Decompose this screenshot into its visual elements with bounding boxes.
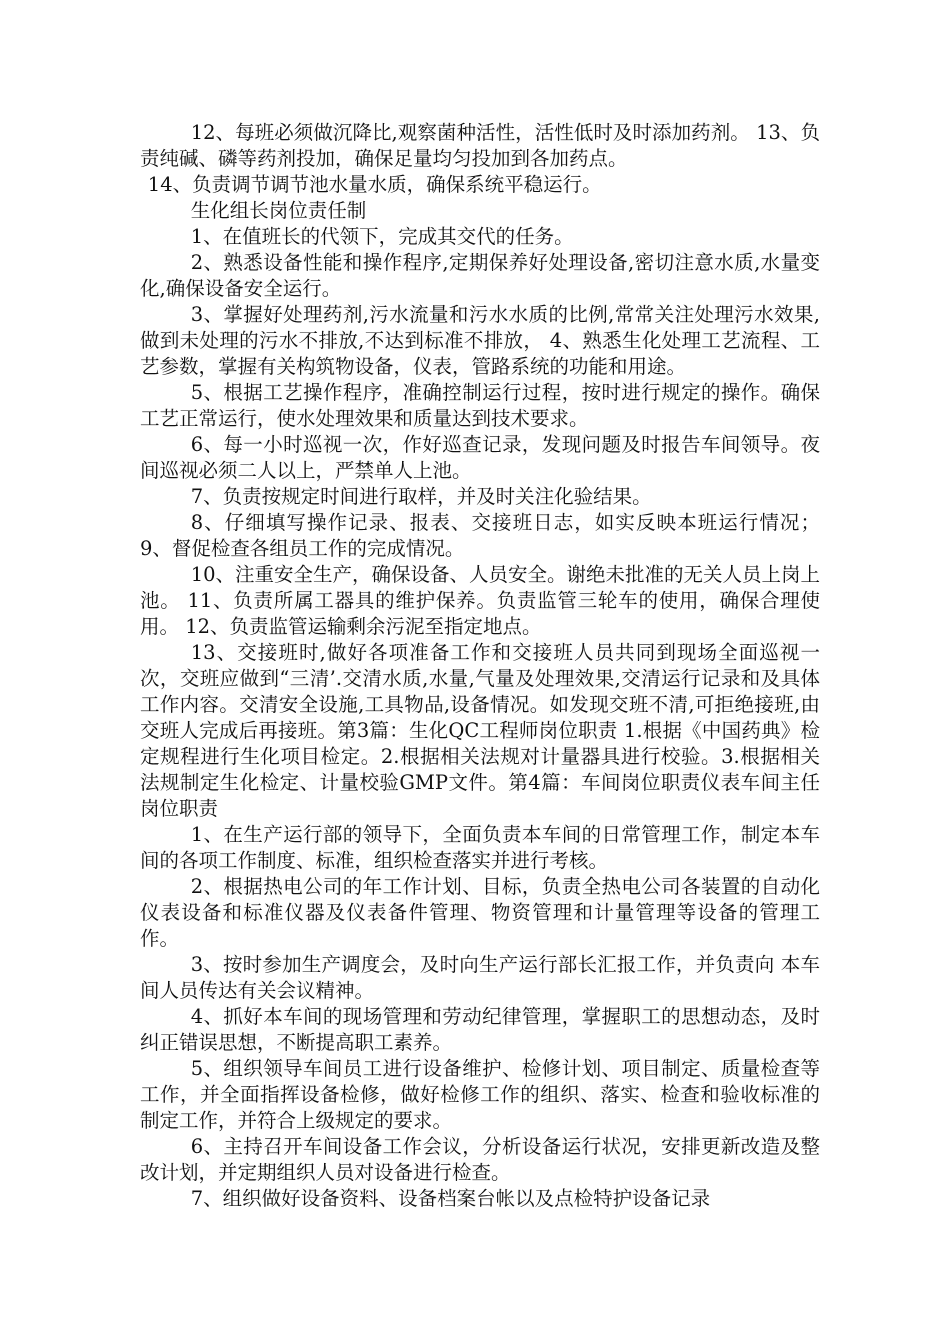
paragraph-14: 2、根据热电公司的年工作计划、目标，负责全热电公司各装置的自动化仪表设备和标准仪器及仪表备件管理、物资管理和计量管理等设备的管理工作。 [140,875,820,950]
section-title: 生化组长岗位责任制 [190,199,367,222]
paragraph-1: 12、每班必须做沉降比,观察菌种活性，活性低时及时添加药剂。 13、负责纯碱、磷等药剂投加，确保足量均匀投加到各加药点。 [140,121,820,170]
paragraph-5: 2、熟悉设备性能和操作程序,定期保养好处理设备,密切注意水质,水量变化,确保设备安全运行。 [140,251,820,300]
paragraph-17: 5、组织领导车间员工进行设备维护、检修计划、项目制定、质量检查等工作，并全面指挥设备检修，做好检修工作的组织、落实、检查和验收标准的制定工作，并符合上级规定的要求。 [140,1057,820,1132]
paragraph-10: 8、仔细填写操作记录、报表、交接班日志，如实反映本班运行情况； 9、督促检查各组员工作的完成情况。 [140,511,820,560]
paragraph-7: 5、根据工艺操作程序，准确控制运行过程，按时进行规定的操作。确保工艺正常运行，使水处理效果和质量达到技术要求。 [140,381,820,430]
paragraph-13: 1、在生产运行部的领导下，全面负责本车间的日常管理工作，制定本车间的各项工作制度、标准，组织检查落实并进行考核。 [140,823,820,872]
paragraph-16: 4、抓好本车间的现场管理和劳动纪律管理，掌握职工的思想动态，及时纠正错误思想，不断提高职工素养。 [140,1005,820,1054]
paragraph-19: 7、组织做好设备资料、设备档案台帐以及点检特护设备记录 [190,1187,711,1210]
paragraph-12: 13、交接班时,做好各项准备工作和交接班人员共同到现场全面巡视一次，交班应做到“三清’.交清水质,水量,气量及处理效果,交清运行记录和及具体工作内容。交清安全设施,工具物品,设备情况。如发现交班不清,可拒绝接班,由交班人完成后再接班。第3篇：生化QC工程师岗位职责 1.根据《中国药典》检定规程进行生化项目检定。2.根据相关法规对计量器具进行校验。3.根据相关法规制定生化检定、计量校验GMP文件。第4篇：车间岗位职责仪表车间主任岗位职责 [140,641,820,820]
paragraph-6: 3、掌握好处理药剂,污水流量和污水水质的比例,常常关注处理污水效果,做到未处理的污水不排放,不达到标准不排放， 4、熟悉生化处理工艺流程、工艺参数，掌握有关构筑物设备，仪表，管路系统的功能和用途。 [140,303,820,378]
paragraph-4: 1、在值班长的代领下，完成其交代的任务。 [190,225,574,248]
paragraph-8: 6、每一小时巡视一次，作好巡查记录，发现问题及时报告车间领导。夜间巡视必须二人以上，严禁单人上池。 [140,433,820,482]
paragraph-11: 10、注重安全生产，确保设备、人员安全。谢绝未批准的无关人员上岗上池。 11、负责所属工器具的维护保养。负责监管三轮车的使用，确保合理使用。 12、负责监管运输剩余污泥至指定地点。 [140,563,821,638]
paragraph-9: 7、负责按规定时间进行取样，并及时关注化验结果。 [190,485,652,508]
document-page [140,120,820,1212]
paragraph-18: 6、主持召开车间设备工作会议，分析设备运行状况，安排更新改造及整改计划，并定期组织人员对设备进行检查。 [140,1135,820,1184]
paragraph-2: 14、负责调节调节池水量水质，确保系统平稳运行。 [147,173,602,196]
paragraph-15: 3、按时参加生产调度会，及时向生产运行部长汇报工作，并负责向 本车间人员传达有关会议精神。 [140,953,820,1002]
